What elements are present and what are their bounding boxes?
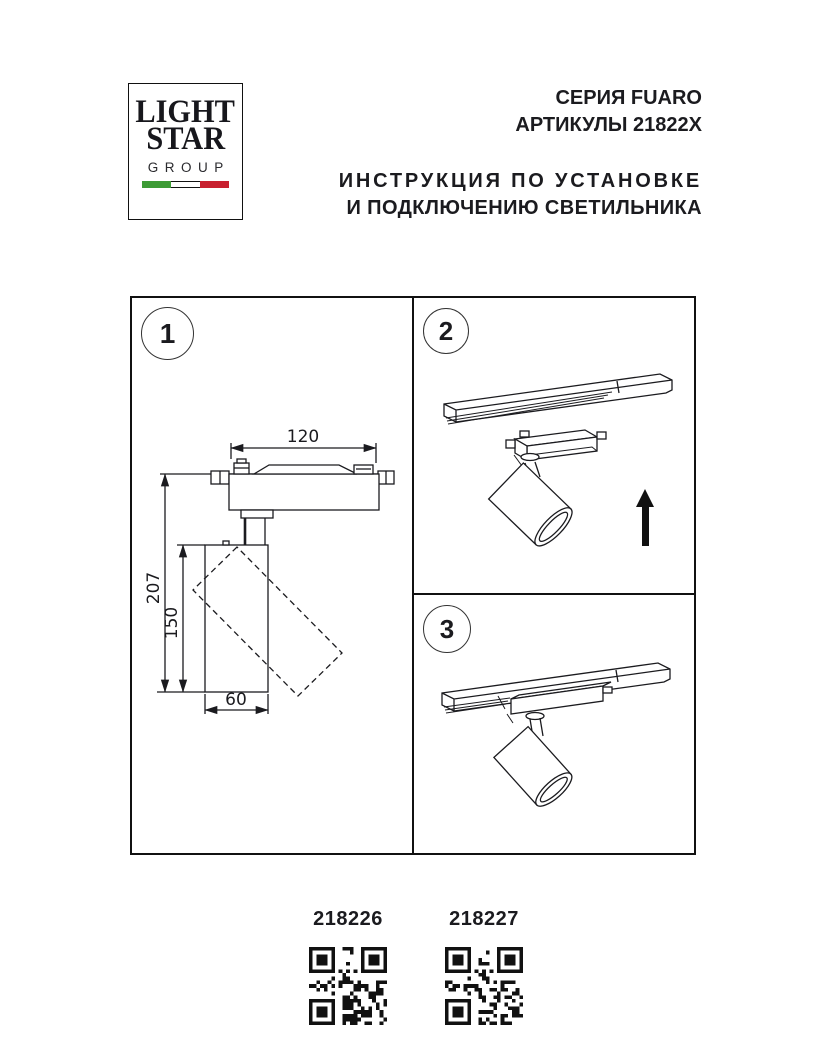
instruction-title-line2: И ПОДКЛЮЧЕНИЮ СВЕТИЛЬНИКА (346, 197, 702, 219)
spot-cylinder (489, 463, 578, 551)
step-3-number: 3 (439, 613, 455, 644)
dim-207-label: 207 (144, 571, 164, 605)
italian-flag-bar (142, 181, 230, 188)
logo-word-light: LIGHT (135, 94, 236, 130)
track-rail (444, 374, 672, 422)
lightstar-logo (128, 83, 243, 220)
dim-120-label: 120 (286, 427, 320, 447)
flag-green (142, 181, 171, 188)
header-block (339, 85, 702, 222)
qr-block-218227 (443, 908, 525, 1030)
instruction-title-line1: ИНСТРУКЦИЯ ПО УСТАНОВКЕ (338, 170, 702, 192)
dim-150-label: 150 (162, 606, 182, 640)
up-arrow-icon (636, 489, 654, 546)
qr-code-218227 (445, 947, 523, 1025)
series-title: СЕРИЯ FUARO (555, 87, 702, 109)
step-2-number: 2 (438, 315, 454, 346)
qr-code-218226 (309, 947, 387, 1025)
articles-line: АРТИКУЛЫ 21822X (515, 114, 702, 136)
panel-2-install (414, 298, 694, 595)
track-adapter (229, 474, 379, 510)
flag-white (171, 181, 200, 188)
instruction-title (339, 168, 702, 222)
logo-word-star: STAR (146, 121, 225, 158)
step-1-number: 1 (159, 317, 176, 349)
dim-60-label: 60 (225, 690, 247, 710)
article-number: 218226 (313, 908, 383, 930)
spot-cylinder (494, 727, 577, 812)
logo-word-group: GROUP (147, 159, 230, 175)
flag-red (200, 181, 229, 188)
install-drawing (414, 298, 694, 592)
panel-1-dimensions (132, 298, 414, 853)
dimension-drawing (132, 298, 412, 853)
article-number: 218227 (449, 908, 519, 930)
mounted-drawing (414, 595, 694, 855)
spot-body (205, 545, 268, 692)
qr-block-218226 (307, 908, 389, 1030)
diagram-frame (130, 296, 696, 855)
panel-3-mounted (414, 595, 694, 853)
